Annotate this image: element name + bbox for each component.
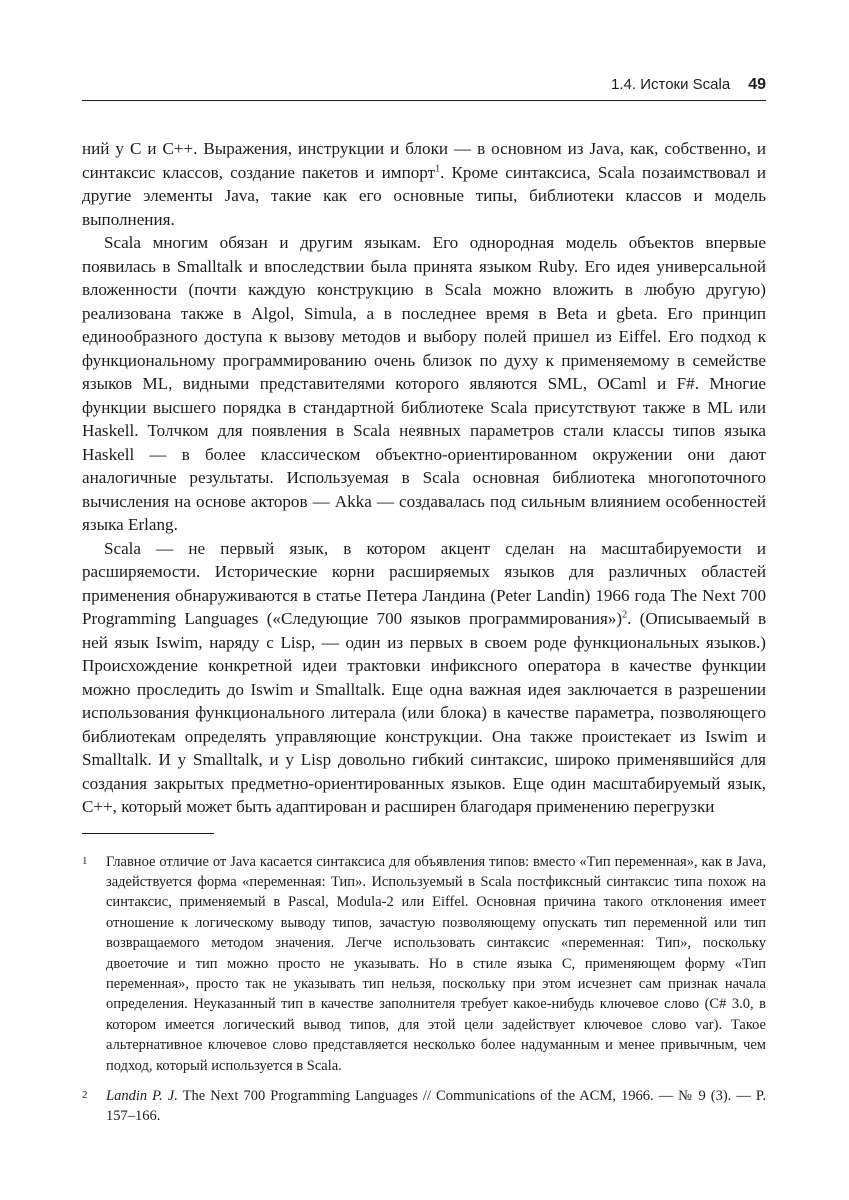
running-head: [82, 76, 766, 101]
paragraph-text: . (Описываемый в ней язык Iswim, наряду с Lisp, — один из первых в своем роде функциональных языков.) Происхождение конкретной идеи трактовки инфиксного оператора в качестве функции можно проследить до Iswim и Smalltalk. Еще одна важная идея заключается в разрешении использования функционального литерала (или блока) в качестве параметра, позволяющего библиотекам определять управляющие конструкции. Она также проистекает из Iswim и Smalltalk. И у Smalltalk, и у Lisp довольно гибкий синтаксис, широко применявшийся для создания закрытых предметно-ориентированных языков. Еще один масштабируемый язык, C++, который может быть адаптирован и расширен благодаря применению перегрузки: [82, 609, 767, 816]
page-number: 49: [748, 76, 766, 93]
paragraph-text: . Кроме синтаксиса, Scala позаимствовал и другие элементы Java, такие как его основные типы, библиотеки классов и модель выполнения.: [82, 162, 766, 229]
footnote-author: Landin P. J.: [106, 1087, 178, 1104]
footnote-1: [82, 852, 766, 1076]
paragraph-text: Scala многим обязан и другим языкам. Его однородная модель объектов впервые появилась в Smalltalk и впоследствии была принята языком Ruby. Его идея универсальной вложенности (почти каждую конструкцию в Scala можно вложить в любую другую) реализована также в Algol, Simula, а в последнее время в Beta и gbeta. Его принцип единообразного доступа к вызову методов и выбору полей пришел из Eiffel. Его подход к функциональному программированию очень близок по духу к применяемому в семействе языков ML, видными представителями которого являются SML, OCaml и F#. Многие функции высшего порядка в стандартной библиотеке Scala присутствуют также в ML или Haskell. Толчком для появления в Scala неявных параметров стали классы типов языка Haskell — в более классическом объектно-ориентированном окружении они дают аналогичные результаты. Используемая в Scala основная библиотека многопоточного вычисления на основе акторов — Akka — создавалась под сильным влиянием особенностей языка Erlang.: [82, 233, 766, 534]
paragraph-text: ний у C и C++. Выражения, инструкции и блоки — в основном из Java, как, собственно, и синтаксис классов, создание пакетов и импорт: [82, 139, 766, 182]
footnote-ref-2: 2: [622, 609, 628, 621]
paragraph: [82, 231, 766, 537]
footnote-divider: [82, 833, 214, 834]
book-page: [82, 76, 766, 1137]
paragraph: [82, 537, 766, 819]
section-title: 1.4. Истоки Scala: [611, 76, 731, 93]
footnote-ref-1: 1: [435, 162, 441, 174]
paragraph-text: Scala — не первый язык, в котором акцент сделан на масштабируемости и расширяемости. Исторические корни расширяемых языков для различных областей применения обнаруживаются в статье Петера Ландина (Peter Landin) 1966 года The Next 700 Programming Languages («Следующие 700 языков программирования»): [82, 538, 766, 628]
footnote-text: [106, 1086, 766, 1127]
footnote-citation: The Next 700 Programming Languages // Communications of the ACM, 1966. — № 9 (3). — P. 157–166.: [106, 1087, 766, 1125]
footnote-mark: 1: [82, 854, 88, 867]
footnote-2: [82, 1086, 766, 1127]
footnote-text: Главное отличие от Java касается синтаксиса для объявления типов: вместо «Тип переменная», как в Java, задействуется форма «переменная: Тип». Используемый в Scala постфиксный синтаксис типа похож на синтаксис, применяемый в Pascal, Modula-2 или Eiffel. Основная причина такого отклонения имеет отношение к логическому выводу типов, зачастую позволяющему опускать тип переменной или тип возвращаемого методом значения. Легче использовать синтаксис «переменная: Тип», поскольку двоеточие и тип можно просто не указывать. Но в стиле языка C, применяющем форму «Тип переменная», просто так не указывать тип нельзя, поскольку при этом исчезнет сам признак начала определения. Неуказанный тип в качестве заполнителя требует какое-нибудь ключевое слово (C# 3.0, в котором имеется логический вывод типов, для этой цели задействует ключевое слово var). Такое альтернативное ключевое слово представляется несколько более надуманным и менее привычным, чем подход, который используется в Scala.: [106, 853, 766, 1074]
footnotes: [82, 852, 766, 1127]
footnote-mark: 2: [82, 1088, 88, 1101]
paragraph: [82, 137, 766, 231]
body-text: [82, 137, 766, 819]
